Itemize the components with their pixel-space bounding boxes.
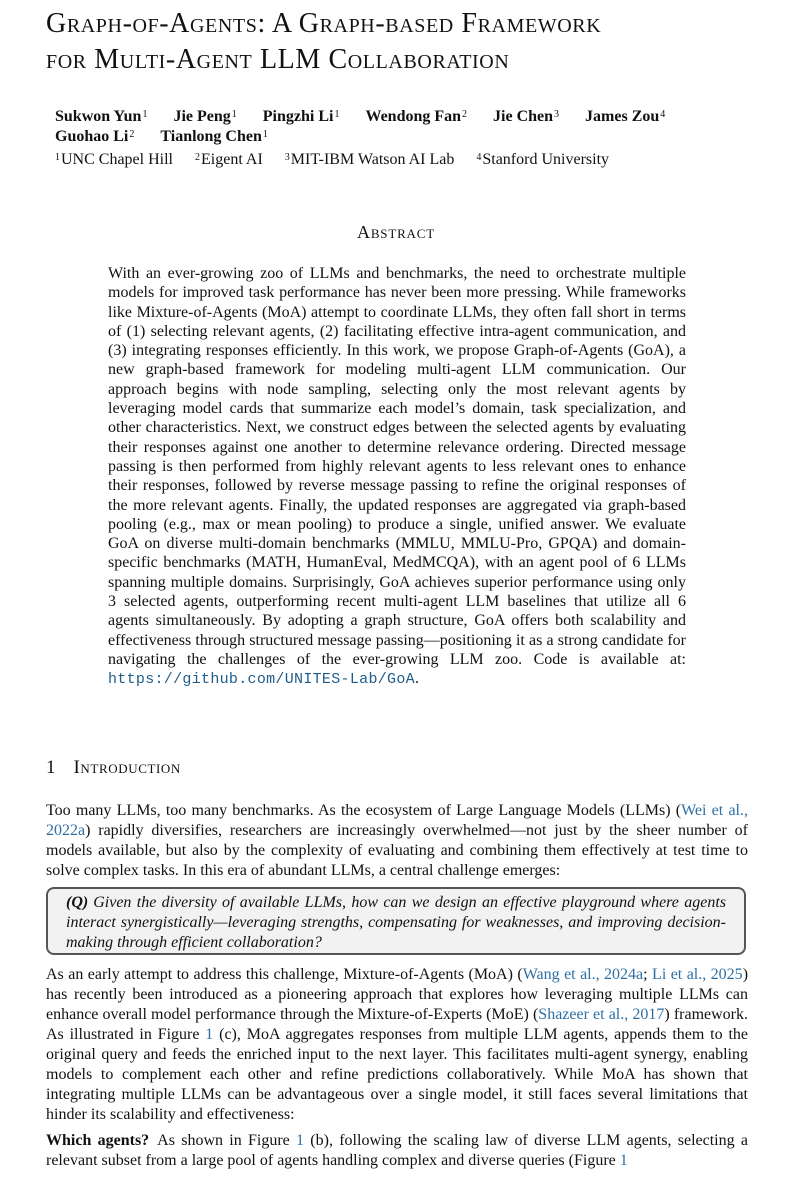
author: Pingzhi Li$^1$ [262, 108, 340, 125]
author: Jie Chen$^3$ [493, 108, 560, 125]
code-link[interactable]: https://github.com/UNITES-Lab/GoA [108, 671, 415, 689]
figure-reference-link[interactable]: 1 [296, 1132, 305, 1149]
question-text: Given the diversity of available LLMs, how can we design an effective playground where agents interact synergistically—leveraging strengths, compensating for weaknesses, and improving decision-making through efficient collaboration? [66, 894, 726, 951]
section-heading-introduction [46, 757, 181, 779]
author: Tianlong Chen$^1$ [160, 128, 268, 145]
author-row-1 [55, 107, 775, 127]
title-line-2: for Multi-Agent LLM Collaboration [46, 44, 510, 75]
figure-reference-link[interactable]: 1 [205, 1026, 214, 1043]
citation-link[interactable]: Shazeer et al., 2017 [538, 1006, 665, 1023]
citation-link[interactable]: Li et al., 2025 [652, 966, 743, 983]
author: Wendong Fan$^2$ [365, 108, 468, 125]
author: Sukwon Yun$^1$ [55, 108, 148, 125]
author: Jie Peng$^1$ [173, 108, 237, 125]
paragraph-lead: Which agents? [46, 1132, 150, 1149]
author: James Zou$^4$ [585, 108, 666, 125]
research-question-box [46, 887, 746, 955]
intro-paragraph-3: Which agents? As shown in Figure 1 (b), following the scaling law of diverse LLM agents, selecting a relevant subset from a large pool of agents handling complex and diverse queries (Figure 1 [46, 1132, 748, 1169]
title-line-1: Graph-of-Agents: A Graph-based Framework [46, 8, 602, 39]
affiliation-list [55, 150, 627, 170]
citation-link[interactable]: Wang et al., 2024a [522, 966, 644, 983]
paper-title [46, 6, 786, 78]
affiliation: $^1$UNC Chapel Hill [55, 151, 173, 168]
author: Guohao Li$^2$ [55, 128, 135, 145]
abstract-text: With an ever-growing zoo of LLMs and benchmarks, the need to orchestrate multiple models for improved task performance has never been more pressing. While frameworks like Mixture-of-Agents (MoA) attempt to coordinate LLMs, they often fall short in terms of (1) selecting relevant agents, (2) facilitating effective intra-agent communication, and (3) integrating responses efficiently. In this work, we propose Graph-of-Agents (GoA), a new graph-based framework for modeling multi-agent LLM communication. Our approach begins with node sampling, selecting only the most relevant agents by leveraging model cards that summarize each model’s domain, task specialization, and other characteristics. Next, we construct edges between the selected agents by evaluating their responses against one another to determine relevance ordering. Directed message passing is then performed from highly relevant agents to less relevant ones to enhance their responses, followed by reverse message passing to refine the original responses of the more relevant agents. Finally, the updated responses are aggregated via graph-based pooling (e.g., max or mean pooling) to produce a single, unified answer. We evaluate GoA on diverse multi-domain benchmarks (MMLU, MMLU-Pro, GPQA) and domain-specific benchmarks (MATH, HumanEval, MedMCQA), with an agent pool of 6 LLMs spanning multiple domains. Surprisingly, GoA achieves superior performance using only 3 selected agents, outperforming recent multi-agent LLM baselines that utilize all 6 agents simultaneously. By adopting a graph structure, GoA offers both scalability and effectiveness through structured message passing—positioning it as a strong candidate for navigating the challenges of the ever-growing LLM zoo. Code is available at: https://github.com/UNITES-Lab/GoA. [108, 265, 686, 689]
question-label: (Q) [66, 894, 89, 911]
abstract-heading: Abstract [357, 222, 435, 242]
author-list [55, 107, 775, 147]
author-row-2 [55, 127, 775, 147]
section-number: 1 [46, 757, 56, 778]
intro-paragraph-1: Too many LLMs, too many benchmarks. As the ecosystem of Large Language Models (LLMs) (Wei et al., 2022a) rapidly diversifies, researchers are increasingly overwhelmed—not just by the sheer number of models available, but also by the complexity of evaluating and combining them effectively at test time to solve complex tasks. In this era of abundant LLMs, a central challenge emerges: [46, 802, 748, 879]
section-title: Introduction [73, 757, 181, 778]
figure-reference-link[interactable]: 1 [619, 1152, 628, 1169]
intro-paragraph-2: As an early attempt to address this challenge, Mixture-of-Agents (MoA) (Wang et al., 2024a; Li et al., 2025) has recently been introduced as a pioneering approach that explores how leveraging multiple LLMs can enhance overall model performance through the Mixture-of-Experts (MoE) (Shazeer et al., 2017) framework. As illustrated in Figure 1 (c), MoA aggregates responses from multiple LLM agents, appends them to the original query and feeds the enriched input to the next layer. This facilitates multi-agent synergy, enabling models to complement each other and refine predictions collaboratively. While MoA has shown that integrating multiple LLMs can be advantageous over a single model, it still faces several limitations that hinder its scalability and effectiveness: [46, 966, 749, 1123]
affiliation: $^3$MIT-IBM Watson AI Lab [284, 151, 455, 168]
citation-link[interactable]: Wei et al., 2022a [46, 802, 748, 839]
affiliation: $^4$Stanford University [476, 151, 610, 168]
affiliation: $^2$Eigent AI [195, 151, 263, 168]
